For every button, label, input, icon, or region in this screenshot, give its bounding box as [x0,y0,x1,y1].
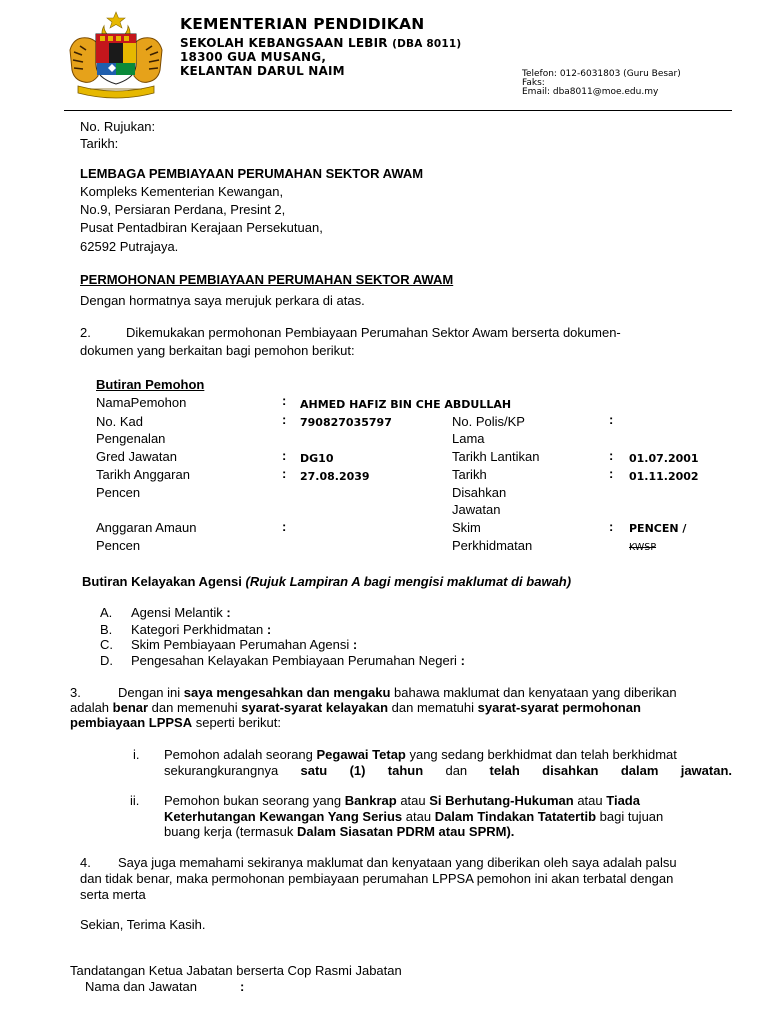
appointment-date-label: Tarikh Lantikan [452,449,540,464]
closing: Sekian, Terima Kasih. [80,917,206,932]
para2-line2: dokumen yang berkaitan bagi pemohon berikut: [80,343,355,358]
service-scheme-label-1: Skim [452,520,481,535]
email: Email: dba8011@moe.edu.my [522,87,659,97]
pension-amount-label-1: Anggaran Amaun [96,520,197,535]
agency-heading-note: (Rujuk Lampiran A bagi mengisi maklumat di bawah) [245,574,572,589]
service-scheme-value-2: KWSP [629,542,657,553]
name-and-position-colon: : [240,979,245,994]
condition-2-line2: Keterhutangan Kewangan Yang Serius atau Dalam Tindakan Tatatertib bagi tujuan [164,809,664,824]
confirmation-label-1: Tarikh [452,467,487,482]
police-label-2: Lama [452,431,485,446]
confirmation-label-3: Jawatan [452,502,501,517]
school-address-line2: KELANTAN DARUL NAIM [180,64,345,78]
pension-date-value: 27.08.2039 [300,470,370,483]
condition-2-number: ii. [130,793,140,808]
pension-amount-colon: : [282,519,287,534]
agency-item-b-letter: B. [100,622,113,637]
confirmation-label-2: Disahkan [452,485,507,500]
police-label-1: No. Polis/KP [452,414,525,429]
grade-label: Gred Jawatan [96,449,177,464]
name-and-position-label: Nama dan Jawatan [85,979,198,994]
salutation: Dengan hormatnya saya merujuk perkara di atas. [80,293,365,308]
pension-date-label-2: Pencen [96,485,141,500]
recipient-address-4: 62592 Putrajaya. [80,239,179,254]
grade-colon: : [282,448,287,463]
recipient-address-1: Kompleks Kementerian Kewangan, [80,184,284,199]
signature-line: Tandatangan Ketua Jabatan berserta Cop Rasmi Jabatan [70,963,402,978]
ic-label-2: Pengenalan [96,431,166,446]
para2-line1: Dikemukakan permohonan Pembiayaan Perumahan Sektor Awam berserta dokumen- [126,325,621,340]
para3-line1: Dengan ini saya mengesahkan dan mengaku bahawa maklumat dan kenyataan yang diberikan [118,685,677,700]
pension-date-colon: : [282,466,287,481]
service-scheme-value-1 [629,522,686,535]
name-label: NamaPemohon [96,395,187,410]
agency-item-b: Kategori Perkhidmatan : [131,622,272,637]
agency-item-a-letter: A. [100,605,113,620]
pension-amount-label-2: Pencen [96,538,141,553]
letter-subject: PERMOHONAN PEMBIAYAAN PERUMAHAN SEKTOR AWAM [80,272,454,287]
condition-1-number: i. [133,747,140,762]
condition-1-line2: sekurangkurangnya satu (1) tahun dan telah disahkan dalam jawatan. [164,763,732,778]
recipient-address-2: No.9, Persiaran Perdana, Presint 2, [80,202,286,217]
agency-item-d-letter: D. [100,653,113,668]
name-colon: : [282,393,287,408]
school-code: (DBA 8011) [392,38,462,50]
grade-value: DG10 [300,452,334,465]
para4-line2: dan tidak benar, maka permohonan pembiayaan perumahan LPPSA pemohon ini akan terbatal dengan [80,871,674,886]
ministry-name: KEMENTERIAN PENDIDIKAN [180,15,425,33]
appointment-date-value: 01.07.2001 [629,452,699,465]
coat-of-arms-logo [64,10,168,102]
appointment-date-colon: : [609,448,614,463]
police-colon: : [609,412,614,427]
para3-line2: adalah benar dan memenuhi syarat-syarat kelayakan dan mematuhi syarat-syarat permohonan [70,700,641,715]
ic-value: 790827035797 [300,416,392,429]
scheme-pencen: PENCEN / [629,522,687,535]
agency-item-c: Skim Pembiayaan Perumahan Agensi : [131,637,358,652]
confirmation-value: 01.11.2002 [629,470,699,483]
recipient-address-3: Pusat Pentadbiran Kerajaan Persekutuan, [80,220,323,235]
telephone: Telefon: 012-6031803 (Guru Besar) [522,69,681,79]
agency-heading-title: Butiran Kelayakan Agensi [82,574,242,589]
condition-2-line1: Pemohon bukan seorang yang Bankrap atau Si Berhutang-Hukuman atau Tiada [164,793,640,808]
condition-2-line3: buang kerja (termasuk Dalam Siasatan PDRM atau SPRM). [164,824,515,839]
name-value: AHMED HAFIZ BIN CHE ABDULLAH [300,398,512,411]
confirmation-colon: : [609,466,614,481]
agency-item-a: Agensi Melantik : [131,605,231,620]
ic-label-1: No. Kad [96,414,143,429]
service-scheme-colon: : [609,519,614,534]
agency-heading [82,574,571,589]
condition-1-line1: Pemohon adalah seorang Pegawai Tetap yang sedang berkhidmat dan telah berkhidmat [164,747,677,762]
school-name [180,36,461,50]
date-label: Tarikh: [80,136,119,151]
para4-line3: serta merta [80,887,146,902]
agency-item-c-letter: C. [100,637,113,652]
ic-colon: : [282,412,287,427]
school-address-line1: 18300 GUA MUSANG, [180,50,327,64]
pension-date-label-1: Tarikh Anggaran [96,467,190,482]
para3-line3: pembiayaan LPPSA seperti berikut: [70,715,281,730]
school-name-text: SEKOLAH KEBANGSAAN LEBIR [180,36,388,50]
agency-item-d: Pengesahan Kelayakan Pembiayaan Perumahan Negeri : [131,653,465,668]
fax: Faks: [522,78,545,88]
applicant-heading: Butiran Pemohon [96,377,205,392]
para4-number: 4. [80,855,91,870]
letterhead-divider [64,110,732,111]
service-scheme-label-2: Perkhidmatan [452,538,533,553]
para4-line1: Saya juga memahami sekiranya maklumat dan kenyataan yang diberikan oleh saya adalah palsu [118,855,677,870]
para3-number: 3. [70,685,81,700]
recipient-name: LEMBAGA PEMBIAYAAN PERUMAHAN SEKTOR AWAM [80,166,424,181]
reference-number-label: No. Rujukan: [80,119,156,134]
para2-number: 2. [80,325,91,340]
